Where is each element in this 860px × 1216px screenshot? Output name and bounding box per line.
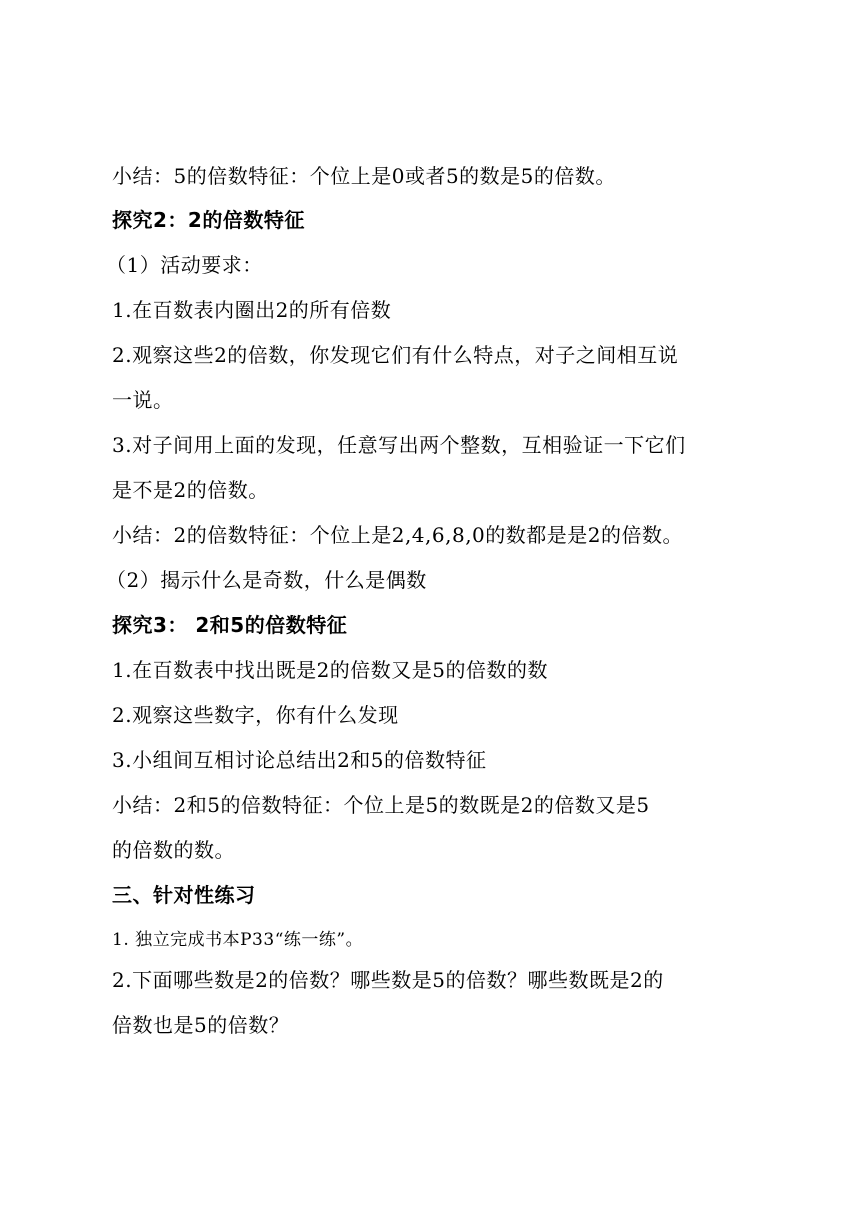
- summary-5-multiples: 小结：5的倍数特征：个位上是0或者5的数是5的倍数。: [112, 164, 616, 188]
- explore-3-step-1: 1.在百数表中找出既是2的倍数又是5的倍数的数: [112, 658, 549, 682]
- explore-3-step-3: 3.小组间互相讨论总结出2和5的倍数特征: [112, 748, 487, 772]
- step-3: 3.对子间用上面的发现，任意写出两个整数，互相验证一下它们: [112, 433, 686, 457]
- activity-requirements: （1）活动要求：: [106, 253, 263, 277]
- step-2-continued: 一说。: [112, 388, 174, 412]
- step-2: 2.观察这些2的倍数，你发现它们有什么特点，对子之间相互说: [112, 343, 679, 367]
- step-1: 1.在百数表内圈出2的所有倍数: [112, 298, 392, 322]
- explore-3-step-2: 2.观察这些数字，你有什么发现: [112, 703, 399, 727]
- summary-2-and-5: 小结：2和5的倍数特征：个位上是5的数既是2的倍数又是5: [112, 793, 650, 817]
- heading-explore-3: 探究3： 2和5的倍数特征: [112, 613, 348, 637]
- practice-1: 1. 独立完成书本P33“练一练”。: [112, 930, 364, 950]
- odd-even-reveal: （2）揭示什么是奇数，什么是偶数: [106, 568, 427, 592]
- summary-2-multiples: 小结：2的倍数特征：个位上是2,4,6,8,0的数都是是2的倍数。: [112, 523, 684, 547]
- step-3-continued: 是不是2的倍数。: [112, 478, 269, 502]
- summary-2-and-5-continued: 的倍数的数。: [112, 838, 235, 862]
- practice-2: 2.下面哪些数是2的倍数？哪些数是5的倍数？哪些数既是2的: [112, 968, 664, 992]
- heading-practice: 三、针对性练习: [112, 883, 256, 907]
- practice-2-continued: 倍数也是5的倍数？: [112, 1013, 290, 1037]
- heading-explore-2: 探究2：2的倍数特征: [112, 208, 305, 232]
